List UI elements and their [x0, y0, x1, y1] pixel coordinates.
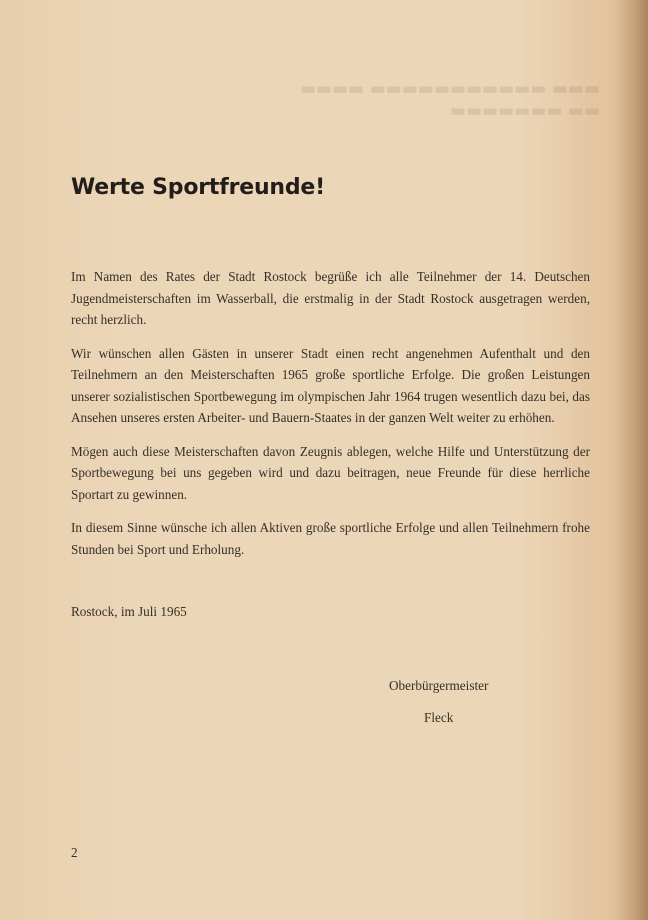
- signature-name: Fleck: [424, 710, 454, 725]
- signature-role: Oberbürgermeister: [389, 678, 489, 693]
- bleed-through-text: ▬▬▬ ▬▬▬▬▬▬▬▬▬▬▬ ▬▬▬▬ ▬▬ ▬▬▬▬▬▬▬: [300, 79, 600, 121]
- page-edge-shadow: [616, 0, 648, 920]
- page-number: 2: [71, 845, 78, 860]
- letter-title: Werte Sportfreunde!: [71, 175, 325, 200]
- paragraph-wishes: Wir wünschen allen Gästen in unserer Stadt einen recht angenehmen Aufenthalt und den Teilnehmern an den Meisterschaften 1965 große sportliche Erfolge. Die großen Leistungen unserer sozialistischen Sportbewegung im olympischen Jahr 1964 trugen wesentlich dazu bei, das Ansehen unseres ersten Arbeiter- und Bauern-Staates in der ganzen Welt weiter zu erhöhen.: [71, 345, 590, 425]
- paragraph-greeting: Im Namen des Rates der Stadt Rostock begrüße ich alle Teilnehmer der 14. Deutschen Jugendmeisterschaften im Wasserball, die erstmalig in der Stadt Rostock ausgetragen werden, recht herzlich.: [71, 269, 590, 327]
- place-date: Rostock, im Juli 1965: [71, 604, 187, 619]
- paragraph-closing: In diesem Sinne wünsche ich allen Aktiven große sportliche Erfolge und allen Teilnehmern frohe Stunden bei Sport und Erholung.: [71, 520, 590, 557]
- letter-body: [71, 266, 590, 572]
- paragraph-championships: Mögen auch diese Meisterschaften davon Zeugnis ablegen, welche Hilfe und Unterstützung der Sportbewegung bei uns gegeben wird und dazu beitragen, neue Freunde für diese herrliche Sportart zu gewinnen.: [71, 443, 590, 502]
